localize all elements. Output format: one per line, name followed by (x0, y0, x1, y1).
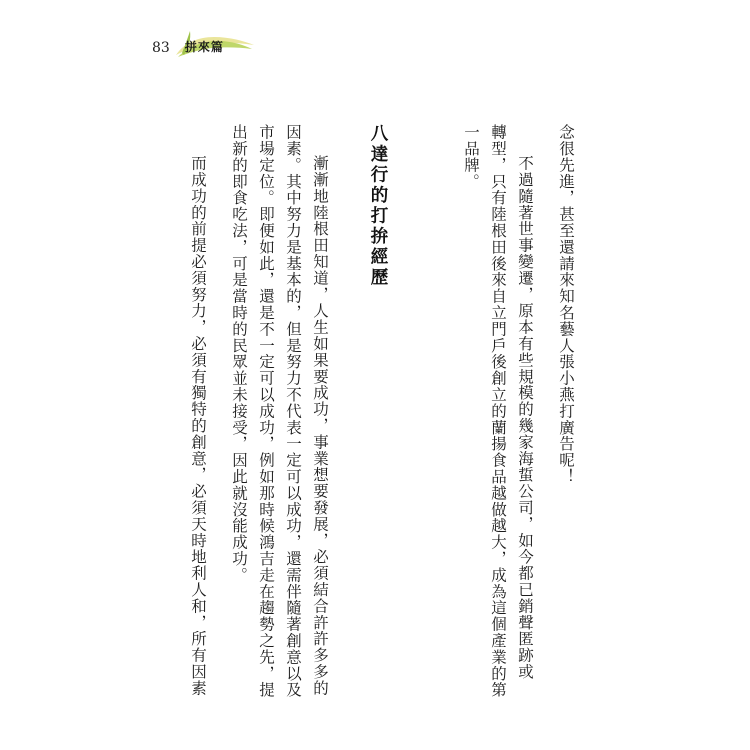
text-column-3: 轉型，只有陸根田後來自立門戶後創立的蘭揚食品越做越大，成為這個產業的第 (489, 124, 507, 698)
page-header (152, 36, 254, 58)
chapter-label: 拼來篇 (184, 40, 224, 54)
text-column-9: 而成功的前提必須努力，必須有獨特的創意，必須天時地利人和，所有因素 (189, 155, 207, 697)
text-column-8: 出新的即食吃法，可是當時的民眾並未接受，因此就沒能成功。 (230, 124, 248, 584)
section-heading: 八達行的打拚經歷 (368, 124, 388, 288)
text-column-2: 不過隨著世事變遷，原本有些規模的幾家海蜇公司，如今都已銷聲匿跡或 (516, 155, 534, 680)
text-column-5: 漸漸地陸根田知道，人生如果要成功，事業想要發展，必須結合許許多多的 (311, 155, 329, 697)
text-column-7: 市場定位。即便如此，還是不一定可以成功，例如那時候鴻吉走在趨勢之先，提 (257, 124, 275, 698)
chapter-logo (174, 35, 254, 59)
text-column-6: 因素。其中努力是基本的，但是努力不代表一定可以成功，還需伴隨著創意以及 (284, 124, 302, 698)
text-column-1: 念很先進，甚至還請來知名藝人張小燕打廣告呢！ (557, 124, 575, 485)
text-column-4: 一品牌。 (462, 124, 480, 190)
page-number: 83 (152, 40, 170, 56)
